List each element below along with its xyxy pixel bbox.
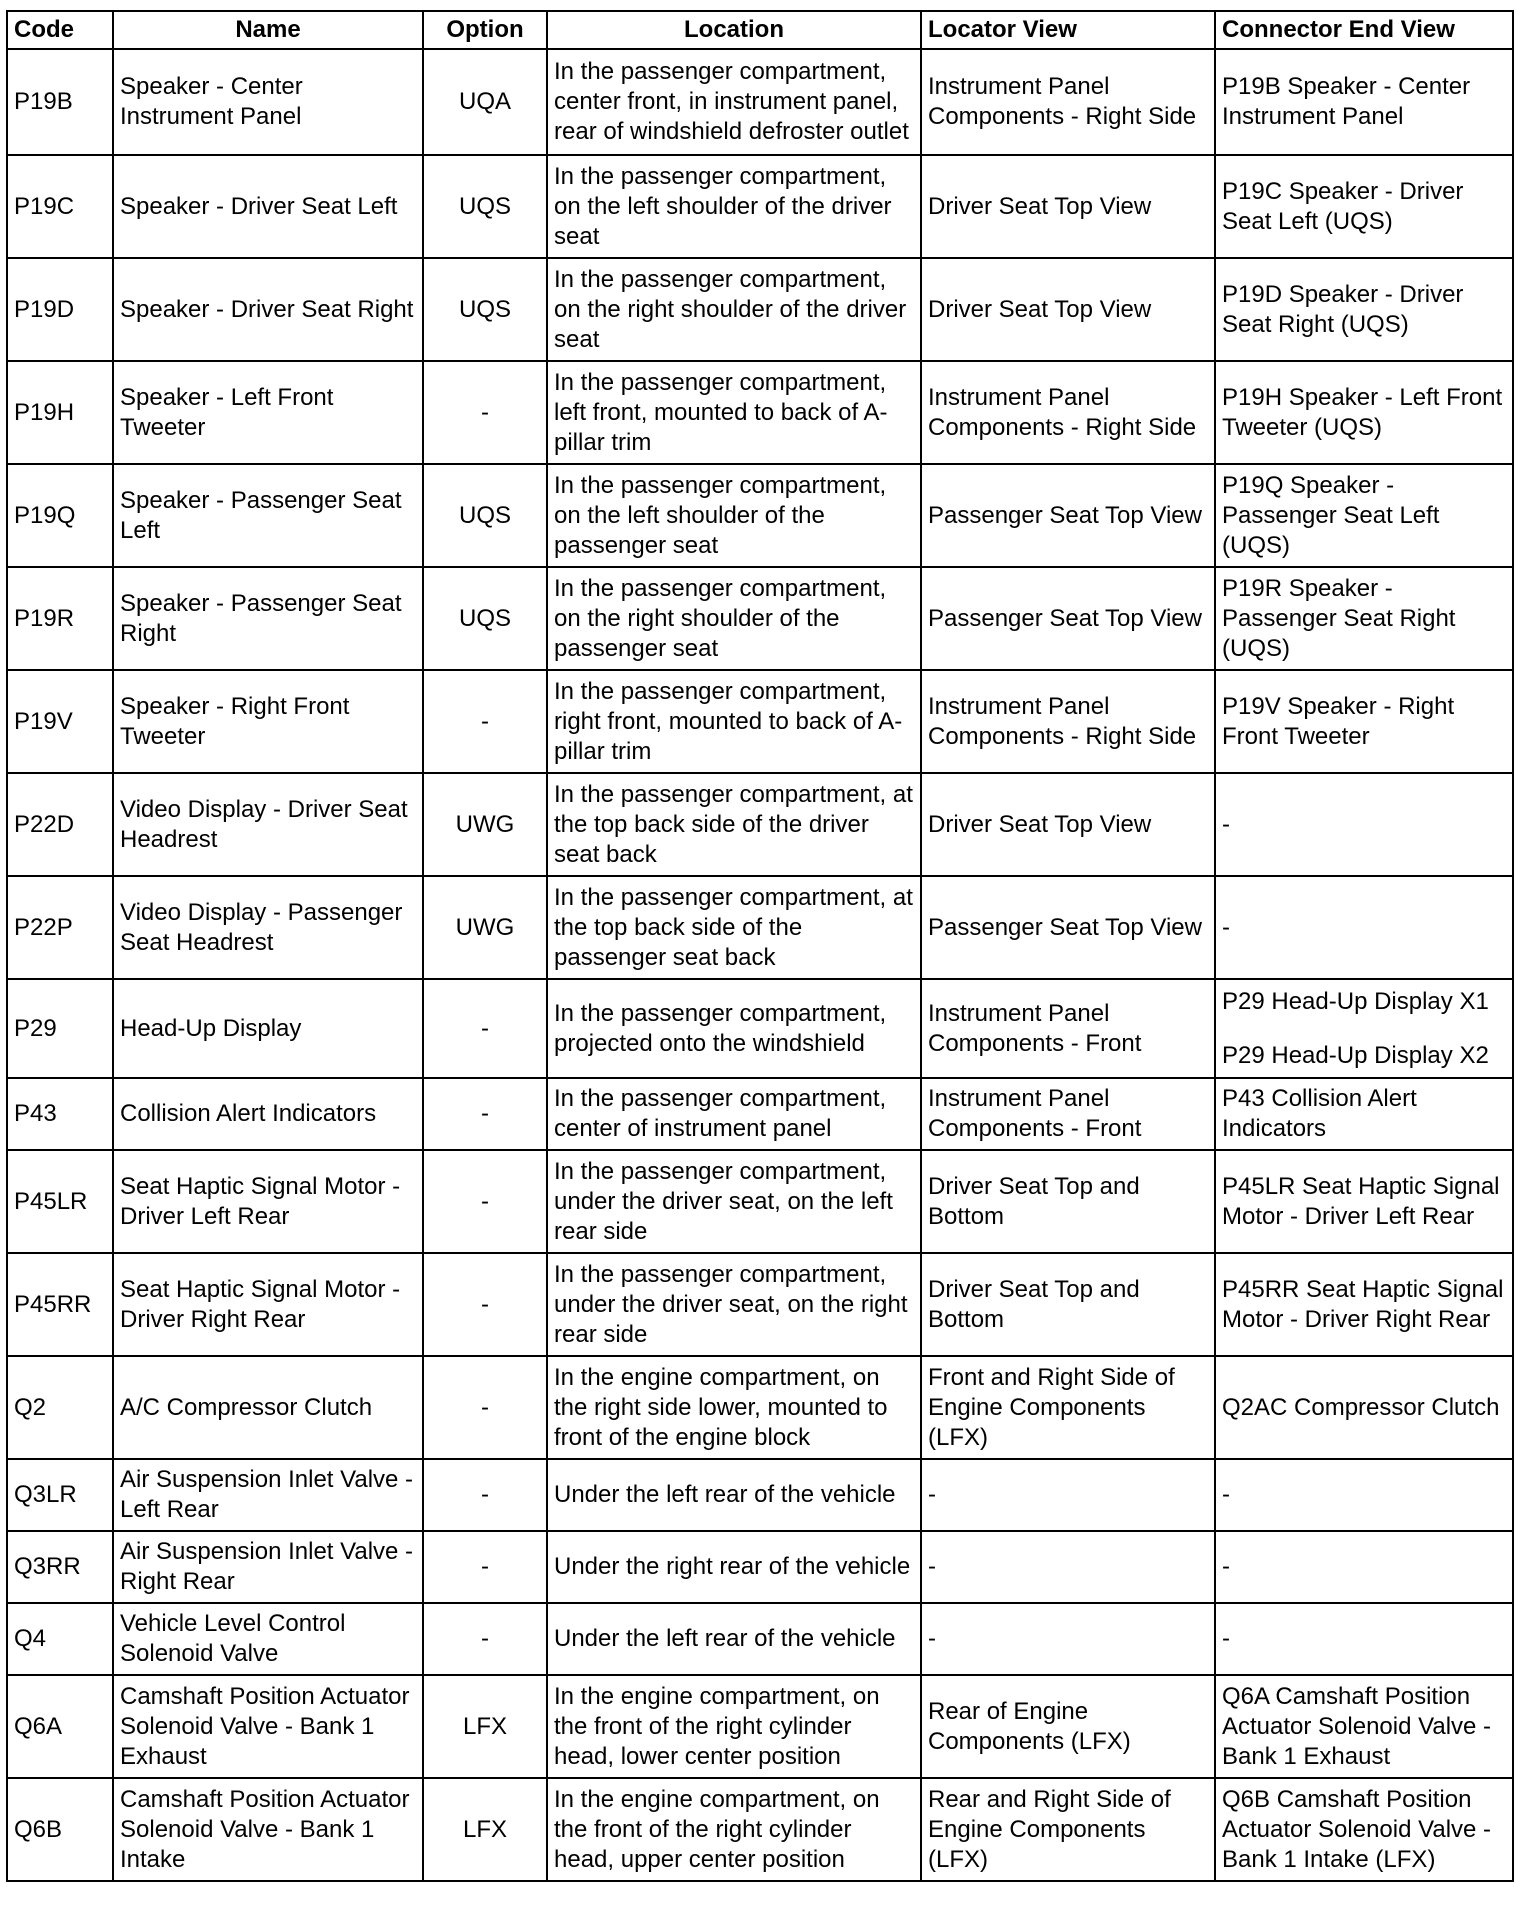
name-cell: Speaker - Driver Seat Left xyxy=(113,155,423,258)
table-row xyxy=(7,567,1513,670)
locator-view-cell: Driver Seat Top View xyxy=(921,258,1215,361)
connector-end-view-cell: - xyxy=(1215,1603,1513,1675)
table-row xyxy=(7,1150,1513,1253)
code-cell: Q4 xyxy=(7,1603,113,1675)
code-cell: P19B xyxy=(7,49,113,155)
option-cell: UQS xyxy=(423,155,547,258)
name-cell: Speaker - Center Instrument Panel xyxy=(113,49,423,155)
location-cell: In the engine compartment, on the front of the right cylinder head, upper center position xyxy=(547,1778,921,1881)
option-cell: - xyxy=(423,1531,547,1603)
code-cell: P29 xyxy=(7,979,113,1078)
connector-end-view-cell: - xyxy=(1215,876,1513,979)
code-cell: Q3RR xyxy=(7,1531,113,1603)
location-cell: In the passenger compartment, on the right shoulder of the driver seat xyxy=(547,258,921,361)
name-cell: Speaker - Left Front Tweeter xyxy=(113,361,423,464)
table-row xyxy=(7,464,1513,567)
locator-view-cell: Rear of Engine Components (LFX) xyxy=(921,1675,1215,1778)
locator-view-cell: - xyxy=(921,1603,1215,1675)
location-cell: Under the right rear of the vehicle xyxy=(547,1531,921,1603)
option-cell: LFX xyxy=(423,1778,547,1881)
name-cell: Camshaft Position Actuator Solenoid Valve - Bank 1 Intake xyxy=(113,1778,423,1881)
table-row xyxy=(7,1356,1513,1459)
option-cell: UWG xyxy=(423,876,547,979)
connector-end-view-cell: - xyxy=(1215,773,1513,876)
table-row xyxy=(7,1078,1513,1150)
name-cell: Speaker - Right Front Tweeter xyxy=(113,670,423,773)
name-cell: Speaker - Passenger Seat Right xyxy=(113,567,423,670)
option-cell: - xyxy=(423,361,547,464)
code-cell: P19V xyxy=(7,670,113,773)
connector-end-view-line: P29 Head-Up Display X1 xyxy=(1222,987,1489,1015)
name-cell: Air Suspension Inlet Valve - Left Rear xyxy=(113,1459,423,1531)
connector-end-view-cell xyxy=(1215,979,1513,1078)
option-cell: UQS xyxy=(423,258,547,361)
name-cell: Seat Haptic Signal Motor - Driver Left Rear xyxy=(113,1150,423,1253)
header-name: Name xyxy=(113,11,423,49)
locator-view-cell: Instrument Panel Components - Front xyxy=(921,1078,1215,1150)
location-cell: In the passenger compartment, left front, mounted to back of A-pillar trim xyxy=(547,361,921,464)
code-cell: P19R xyxy=(7,567,113,670)
locator-view-cell: - xyxy=(921,1459,1215,1531)
table-row xyxy=(7,876,1513,979)
code-cell: P22D xyxy=(7,773,113,876)
code-cell: P45LR xyxy=(7,1150,113,1253)
name-cell: Camshaft Position Actuator Solenoid Valve - Bank 1 Exhaust xyxy=(113,1675,423,1778)
header-option: Option xyxy=(423,11,547,49)
locator-view-cell: - xyxy=(921,1531,1215,1603)
table-row xyxy=(7,979,1513,1078)
location-cell: In the passenger compartment, center of instrument panel xyxy=(547,1078,921,1150)
code-cell: P19H xyxy=(7,361,113,464)
option-cell: UQA xyxy=(423,49,547,155)
locator-view-cell: Passenger Seat Top View xyxy=(921,876,1215,979)
location-cell: In the passenger compartment, at the top back side of the driver seat back xyxy=(547,773,921,876)
component-table-container xyxy=(6,10,1514,1882)
option-cell: - xyxy=(423,1078,547,1150)
connector-end-view-cell: P19D Speaker - Driver Seat Right (UQS) xyxy=(1215,258,1513,361)
connector-end-view-line: P29 Head-Up Display X2 xyxy=(1222,1041,1489,1069)
table-row xyxy=(7,155,1513,258)
table-row xyxy=(7,49,1513,155)
name-cell: Vehicle Level Control Solenoid Valve xyxy=(113,1603,423,1675)
table-row xyxy=(7,1531,1513,1603)
name-cell: Speaker - Passenger Seat Left xyxy=(113,464,423,567)
location-cell: In the passenger compartment, center front, in instrument panel, rear of windshield defroster outlet xyxy=(547,49,921,155)
connector-end-view-cell: Q2AC Compressor Clutch xyxy=(1215,1356,1513,1459)
option-cell: - xyxy=(423,1253,547,1356)
code-cell: P19D xyxy=(7,258,113,361)
code-cell: P45RR xyxy=(7,1253,113,1356)
location-cell: In the passenger compartment, right front, mounted to back of A-pillar trim xyxy=(547,670,921,773)
option-cell: LFX xyxy=(423,1675,547,1778)
locator-view-cell: Passenger Seat Top View xyxy=(921,567,1215,670)
locator-view-cell: Passenger Seat Top View xyxy=(921,464,1215,567)
header-locator-view: Locator View xyxy=(921,11,1215,49)
option-cell: - xyxy=(423,1459,547,1531)
location-cell: In the passenger compartment, on the left shoulder of the passenger seat xyxy=(547,464,921,567)
connector-end-view-cell: P19R Speaker - Passenger Seat Right (UQS) xyxy=(1215,567,1513,670)
name-cell: Head-Up Display xyxy=(113,979,423,1078)
name-cell: Video Display - Passenger Seat Headrest xyxy=(113,876,423,979)
table-row xyxy=(7,1253,1513,1356)
location-cell: In the passenger compartment, on the right shoulder of the passenger seat xyxy=(547,567,921,670)
location-cell: In the passenger compartment, projected onto the windshield xyxy=(547,979,921,1078)
option-cell: - xyxy=(423,1603,547,1675)
locator-view-cell: Rear and Right Side of Engine Components (LFX) xyxy=(921,1778,1215,1881)
table-row xyxy=(7,361,1513,464)
location-cell: Under the left rear of the vehicle xyxy=(547,1459,921,1531)
option-cell: - xyxy=(423,979,547,1078)
connector-end-view-cell: Q6A Camshaft Position Actuator Solenoid Valve - Bank 1 Exhaust xyxy=(1215,1675,1513,1778)
header-connector-end-view: Connector End View xyxy=(1215,11,1513,49)
code-cell: P43 xyxy=(7,1078,113,1150)
code-cell: P22P xyxy=(7,876,113,979)
connector-end-view-cell: - xyxy=(1215,1531,1513,1603)
locator-view-cell: Front and Right Side of Engine Components (LFX) xyxy=(921,1356,1215,1459)
header-code: Code xyxy=(7,11,113,49)
code-cell: P19C xyxy=(7,155,113,258)
location-cell: In the passenger compartment, under the driver seat, on the right rear side xyxy=(547,1253,921,1356)
option-cell: - xyxy=(423,1356,547,1459)
connector-end-view-cell: P45LR Seat Haptic Signal Motor - Driver Left Rear xyxy=(1215,1150,1513,1253)
table-row xyxy=(7,670,1513,773)
option-cell: UQS xyxy=(423,567,547,670)
locator-view-cell: Instrument Panel Components - Right Side xyxy=(921,361,1215,464)
location-cell: In the passenger compartment, at the top back side of the passenger seat back xyxy=(547,876,921,979)
table-header-row xyxy=(7,11,1513,49)
location-cell: In the engine compartment, on the right side lower, mounted to front of the engine block xyxy=(547,1356,921,1459)
table-row xyxy=(7,1778,1513,1881)
code-cell: Q6A xyxy=(7,1675,113,1778)
component-locator-table xyxy=(6,10,1514,1882)
connector-end-view-cell: P19C Speaker - Driver Seat Left (UQS) xyxy=(1215,155,1513,258)
location-cell: Under the left rear of the vehicle xyxy=(547,1603,921,1675)
table-row xyxy=(7,258,1513,361)
table-row xyxy=(7,1603,1513,1675)
code-cell: Q2 xyxy=(7,1356,113,1459)
code-cell: Q3LR xyxy=(7,1459,113,1531)
option-cell: UWG xyxy=(423,773,547,876)
table-row xyxy=(7,1459,1513,1531)
name-cell: Collision Alert Indicators xyxy=(113,1078,423,1150)
locator-view-cell: Instrument Panel Components - Right Side xyxy=(921,670,1215,773)
name-cell: A/C Compressor Clutch xyxy=(113,1356,423,1459)
locator-view-cell: Driver Seat Top and Bottom xyxy=(921,1150,1215,1253)
connector-end-view-cell: P45RR Seat Haptic Signal Motor - Driver Right Rear xyxy=(1215,1253,1513,1356)
option-cell: - xyxy=(423,670,547,773)
location-cell: In the passenger compartment, on the left shoulder of the driver seat xyxy=(547,155,921,258)
location-cell: In the passenger compartment, under the driver seat, on the left rear side xyxy=(547,1150,921,1253)
table-row xyxy=(7,773,1513,876)
option-cell: - xyxy=(423,1150,547,1253)
connector-end-view-cell: P19H Speaker - Left Front Tweeter (UQS) xyxy=(1215,361,1513,464)
table-row xyxy=(7,1675,1513,1778)
locator-view-cell: Driver Seat Top View xyxy=(921,155,1215,258)
locator-view-cell: Instrument Panel Components - Front xyxy=(921,979,1215,1078)
connector-end-view-cell: Q6B Camshaft Position Actuator Solenoid Valve - Bank 1 Intake (LFX) xyxy=(1215,1778,1513,1881)
option-cell: UQS xyxy=(423,464,547,567)
name-cell: Air Suspension Inlet Valve - Right Rear xyxy=(113,1531,423,1603)
connector-end-view-cell: P43 Collision Alert Indicators xyxy=(1215,1078,1513,1150)
name-cell: Video Display - Driver Seat Headrest xyxy=(113,773,423,876)
connector-end-view-cell: P19B Speaker - Center Instrument Panel xyxy=(1215,49,1513,155)
connector-end-view-cell: P19V Speaker - Right Front Tweeter xyxy=(1215,670,1513,773)
name-cell: Speaker - Driver Seat Right xyxy=(113,258,423,361)
header-location: Location xyxy=(547,11,921,49)
connector-end-view-cell: P19Q Speaker - Passenger Seat Left (UQS) xyxy=(1215,464,1513,567)
locator-view-cell: Instrument Panel Components - Right Side xyxy=(921,49,1215,155)
connector-end-view-cell: - xyxy=(1215,1459,1513,1531)
code-cell: P19Q xyxy=(7,464,113,567)
code-cell: Q6B xyxy=(7,1778,113,1881)
name-cell: Seat Haptic Signal Motor - Driver Right Rear xyxy=(113,1253,423,1356)
locator-view-cell: Driver Seat Top and Bottom xyxy=(921,1253,1215,1356)
location-cell: In the engine compartment, on the front of the right cylinder head, lower center position xyxy=(547,1675,921,1778)
locator-view-cell: Driver Seat Top View xyxy=(921,773,1215,876)
